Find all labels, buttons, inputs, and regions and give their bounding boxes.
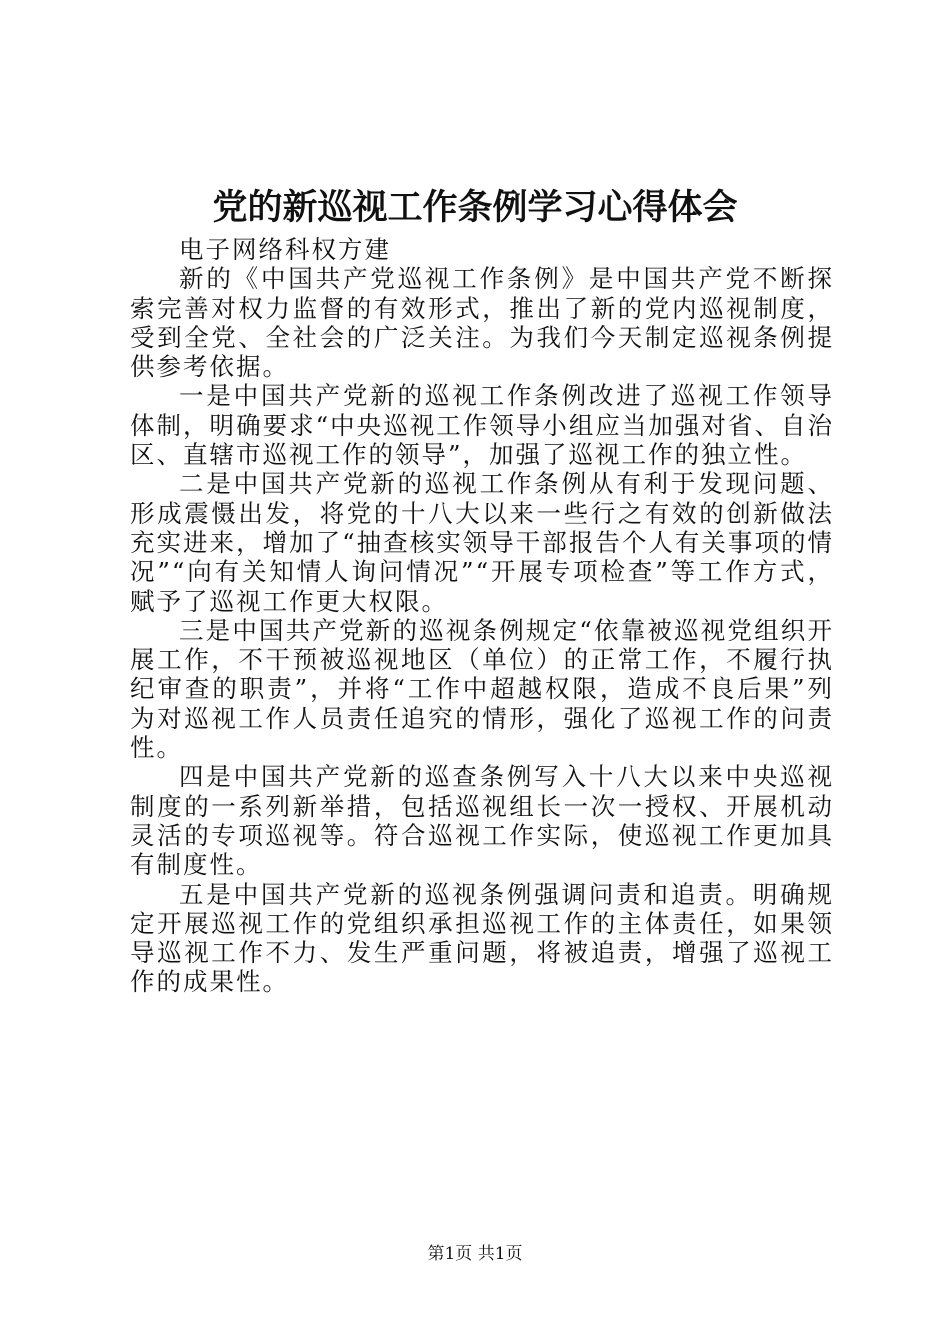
paragraph-intro: 新的《中国共产党巡视工作条例》是中国共产党不断探索完善对权力监督的有效形式，推出了新的党内巡视制度，受到全党、全社会的广泛关注。为我们今天制定巡视条例提供参考依据。 <box>130 264 834 382</box>
paragraph-point-3: 三是中国共产党新的巡视条例规定“依靠被巡视党组织开展工作，不干预被巡视地区（单位）的正常工作，不履行执纪审查的职责”，并将“工作中超越权限，造成不良后果”列为对巡视工作人员责任追究的情形，强化了巡视工作的问责性。 <box>130 615 834 763</box>
paragraph-point-2: 二是中国共产党新的巡视工作条例从有利于发现问题、形成震慑出发，将党的十八大以来一些行之有效的创新做法充实进来，增加了“抽查核实领导干部报告个人有关事项的情况”“向有关知情人询问情况”“开展专项检查”等工作方式，赋予了巡视工作更大权限。 <box>130 469 834 616</box>
paragraph-point-4: 四是中国共产党新的巡查条例写入十八大以来中央巡视制度的一系列新举措，包括巡视组长一次一授权、开展机动灵活的专项巡视等。符合巡视工作实际，使巡视工作更加具有制度性。 <box>130 762 834 880</box>
paragraph-point-5: 五是中国共产党新的巡视条例强调问责和追责。明确规定开展巡视工作的党组织承担巡视工作的主体责任，如果领导巡视工作不力、发生严重问题，将被追责，增强了巡视工作的成果性。 <box>130 879 834 997</box>
document-body <box>130 235 834 997</box>
document-title: 党的新巡视工作条例学习心得体会 <box>212 187 738 228</box>
author-line: 电子网络科权方建 <box>179 235 391 264</box>
paragraph-point-1: 一是中国共产党新的巡视工作条例改进了巡视工作领导体制，明确要求“中央巡视工作领导小组应当加强对省、自治区、直辖市巡视工作的领导”，加强了巡视工作的独立性。 <box>130 381 834 470</box>
page-number-footer: 第1页 共1页 <box>427 1244 523 1264</box>
